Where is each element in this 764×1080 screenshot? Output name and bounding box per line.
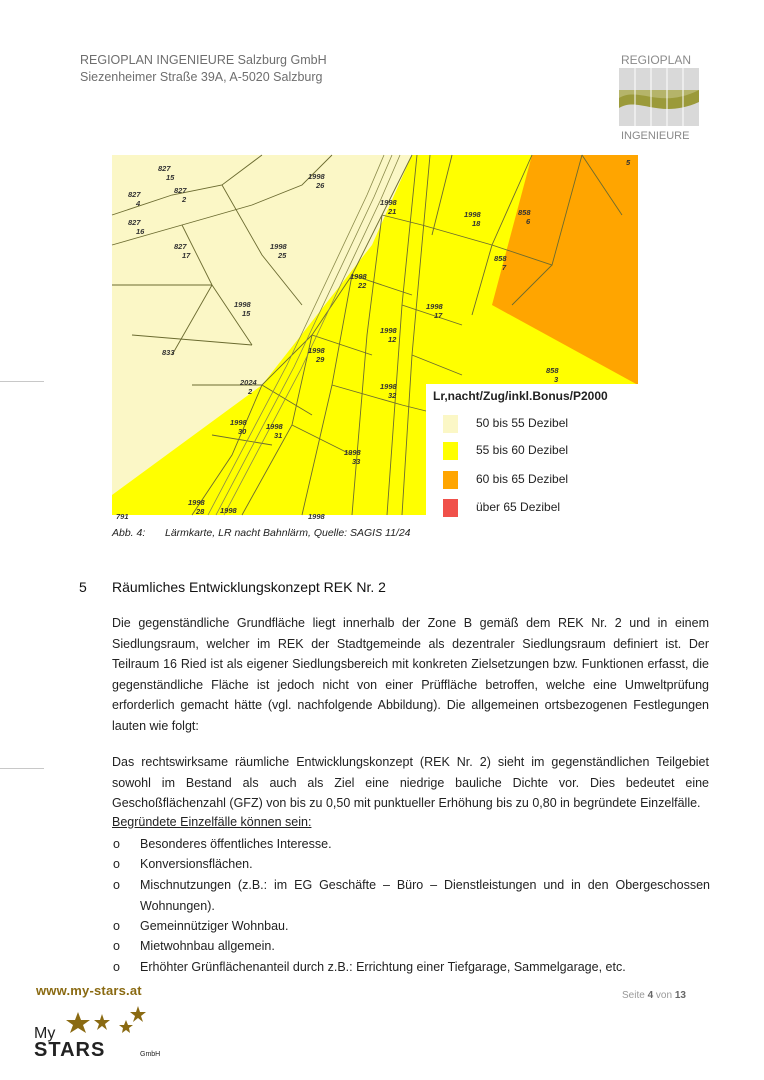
parcel-label: 1998 15 — [234, 300, 251, 318]
parcel-label: 791 — [116, 512, 129, 521]
list-item-text: Mietwohnbau allgemein. — [140, 939, 275, 953]
regioplan-logo — [619, 50, 699, 142]
brand-my: My — [34, 1025, 56, 1042]
list-item-text: Erhöhter Grünflächenanteil durch z.B.: Errichtung einer Tiefgarage, Sammelgarage, etc. — [140, 960, 626, 974]
bullet: o — [113, 939, 120, 953]
parcel-label: 827 16 — [128, 218, 145, 236]
legend-title: Lr,nacht/Zug/inkl.Bonus/P2000 — [433, 389, 608, 403]
parcel-label: 1998 18 — [464, 210, 481, 228]
parcel-label: 1998 26 — [308, 172, 325, 190]
star-icon — [66, 1012, 90, 1033]
parcel-label: 1998 28 — [188, 498, 205, 516]
page-total: 13 — [674, 990, 686, 1001]
list-item — [0, 854, 764, 875]
logo-text-bottom: INGENIEURE — [621, 130, 690, 142]
footer-url: www.my-stars.at — [36, 983, 142, 998]
list-heading: Begründete Einzelfälle können sein: — [112, 815, 312, 829]
bullet: o — [113, 837, 120, 851]
legend-swatch — [443, 415, 458, 433]
company-name: REGIOPLAN INGENIEURE Salzburg GmbH — [80, 53, 327, 67]
parcel-label: 1998 12 — [380, 326, 397, 344]
letterhead — [80, 52, 327, 86]
legend-swatch — [443, 442, 458, 460]
list-item — [0, 936, 764, 957]
parcel-label: 827 4 — [128, 190, 141, 208]
parcel-label: 1998 — [220, 506, 237, 515]
page-number — [622, 990, 686, 1001]
figure-caption — [112, 527, 411, 539]
bullet: o — [113, 960, 120, 974]
list-item-text: Mischnutzungen (z.B.: im EG Geschäfte – Büro – Dienstleistungen und in den Obergeschossen Wohnungen). — [140, 878, 710, 913]
margin-mark — [0, 381, 44, 382]
list-item — [0, 875, 764, 917]
page-current: 4 — [647, 990, 654, 1001]
list-item-text: Konversionsflächen. — [140, 857, 253, 871]
figure-number: Abb. 4: — [112, 527, 146, 539]
parcel-label: 1998 29 — [308, 346, 325, 364]
parcel-label: 833 — [162, 348, 175, 357]
list-item — [0, 957, 764, 978]
page-sep: von — [655, 990, 673, 1001]
margin-mark — [0, 768, 44, 769]
page-prefix: Seite — [622, 990, 645, 1001]
list-item-text: Gemeinnütziger Wohnbau. — [140, 919, 289, 933]
parcel-label: 827 17 — [174, 242, 191, 260]
parcel-label: 1998 21 — [380, 198, 397, 216]
star-icon — [119, 1020, 133, 1033]
paragraph: Das rechtswirksame räumliche Entwicklungskonzept (REK Nr. 2) sieht im gegenständlichen Teilgebiet sowohl im Bestand als auch als Ziel eine niedrige bauliche Dichte vor. Dies bedeutet eine Geschoßflächenzahl (GFZ) von bis zu 0,50 mit punktueller Erhöhung bis zu 0,80 in begründete Einzelfälle. — [112, 755, 709, 811]
parcel-label: 1998 17 — [426, 302, 443, 320]
parcel-label: 1998 22 — [350, 272, 367, 290]
parcel-label: 1998 32 — [380, 382, 397, 400]
parcel-label: 1998 25 — [270, 242, 287, 260]
parcel-label: 827 2 — [174, 186, 187, 204]
figure-caption-text: Lärmkarte, LR nacht Bahnlärm, Quelle: SAGIS 11/24 — [165, 527, 411, 539]
parcel-label: 1998 — [308, 512, 325, 521]
noise-map — [112, 155, 638, 521]
parcel-label: 827 15 — [158, 164, 175, 182]
parcel-label: 5 — [626, 158, 631, 167]
list-item-text: Besonderes öffentliches Interesse. — [140, 837, 332, 851]
legend-swatch — [443, 471, 458, 489]
logo-text-top: REGIOPLAN — [621, 53, 692, 67]
brand-gmbh: GmbH — [140, 1051, 161, 1058]
star-icon — [130, 1006, 146, 1022]
legend-swatch — [443, 499, 458, 517]
section-number: 5 — [79, 579, 87, 595]
list-item — [0, 834, 764, 855]
parcel-label: 2024 2 — [240, 378, 257, 396]
parcel-label: 858 7 — [494, 254, 507, 272]
legend-label: 50 bis 55 Dezibel — [476, 416, 569, 430]
bullet: o — [113, 857, 120, 871]
map-legend — [426, 384, 638, 515]
parcel-label: 1998 30 — [230, 418, 247, 436]
star-icon — [94, 1014, 110, 1030]
parcel-label: 858 3 — [546, 366, 559, 384]
legend-label: über 65 Dezibel — [476, 500, 561, 514]
bullet: o — [113, 919, 120, 933]
parcel-label: 858 6 — [518, 208, 531, 226]
bullet: o — [113, 878, 120, 892]
company-address: Siezenheimer Straße 39A, A-5020 Salzburg — [80, 70, 323, 84]
brand-stars: STARS — [34, 1039, 106, 1061]
parcel-label: 1998 31 — [266, 422, 283, 440]
legend-label: 60 bis 65 Dezibel — [476, 472, 569, 486]
section-title: Räumliches Entwicklungskonzept REK Nr. 2 — [112, 579, 386, 595]
paragraph: Die gegenständliche Grundfläche liegt innerhalb der Zone B gemäß dem REK Nr. 2 und in einem Siedlungsraum, welcher im REK der Stadtgemeinde als dezentraler Siedlungsraum definiert ist. Der Teilraum 16 Ried ist als eigener Siedlungsbereich mit konkreten Zielsetzungen bzw. Funktionen erfasst, die gegenständliche Fläche ist jedoch nicht von einer Prüffläche betroffen, welche eine Umweltprüfung erforderlich gemacht hätte (vgl. nachfolgende Abbildung). Die allgemeinen ortsbezogenen Festlegungen lauten wie folgt: — [112, 616, 709, 733]
legend-label: 55 bis 60 Dezibel — [476, 443, 569, 457]
mystars-logo — [34, 1000, 174, 1062]
parcel-label: 1998 33 — [344, 448, 361, 466]
list-item — [0, 916, 764, 937]
